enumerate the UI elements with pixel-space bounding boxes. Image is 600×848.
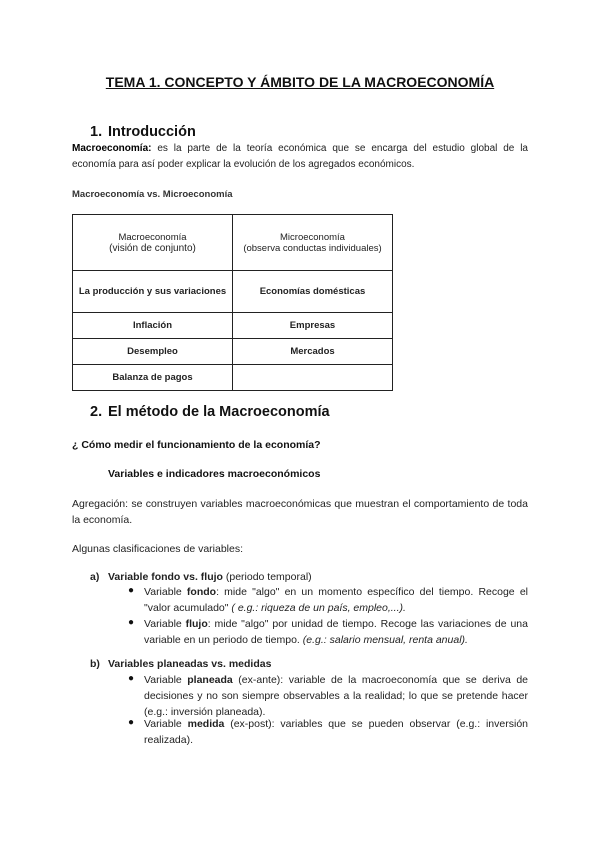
- table-cell: Mercados: [233, 339, 393, 365]
- section-1-title: Introducción: [108, 124, 196, 140]
- bullet-icon: ●: [128, 673, 135, 684]
- document-title: TEMA 1. CONCEPTO Y ÁMBITO DE LA MACROECONOMÍA: [105, 74, 495, 90]
- table-header-micro: [233, 215, 393, 271]
- list-a-heading: [90, 569, 510, 585]
- table-cell: Inflación: [73, 313, 233, 339]
- table-header-row: [73, 215, 393, 271]
- table-row: [73, 339, 393, 365]
- list-a-rest: (periodo temporal): [222, 571, 312, 583]
- list-a-bullet-fondo: Variable fondo: mide "algo" en un momento específico del tiempo. Recoge el "valor acumulado" ( e.g.: riqueza de un país, empleo,...).: [144, 586, 528, 614]
- macro-micro-table: [72, 214, 393, 391]
- list-b-bold: Variables planeadas vs. medidas: [108, 658, 272, 670]
- table-cell: Economías domésticas: [233, 271, 393, 313]
- definition-term: Macroeconomía:: [72, 143, 152, 154]
- table-cell: Empresas: [233, 313, 393, 339]
- list-a-bullet-flujo: Variable flujo: mide "algo" por unidad de tiempo. Recoge las variaciones de una variable en un periodo de tiempo. (e.g.: salario mensual, renta anual).: [144, 618, 528, 646]
- header-macro-sub: (visión de conjunto): [109, 242, 196, 254]
- definition-text: es la parte de la teoría económica que se encarga del estudio global de la economía para así poder explicar la evolución de los agregados económicos.: [72, 143, 528, 170]
- list-b-heading: [90, 656, 510, 672]
- table-row: [73, 365, 393, 391]
- list-b-bullet-planeada: Variable planeada (ex-ante): variable de la macroeconomía que se deriva de decisiones y no son siempre observables a la realidad; lo que se pretende hacer (e.g.: inversión planeada).: [144, 674, 528, 718]
- table-cell: [233, 365, 393, 391]
- list-b-marker: b): [90, 658, 100, 670]
- section-2-title: El método de la Macroeconomía: [108, 404, 330, 420]
- table-cell: La producción y sus variaciones: [73, 271, 233, 313]
- bullet-icon: ●: [128, 717, 135, 728]
- table-header-macro: [73, 215, 233, 271]
- classifications-intro: Algunas clasificaciones de variables:: [72, 543, 244, 555]
- table-caption: Macroeconomía vs. Microeconomía: [72, 189, 233, 200]
- list-a-bold: Variable fondo vs. flujo: [108, 571, 223, 583]
- table-row: [73, 313, 393, 339]
- macroeconomia-definition: [72, 141, 528, 173]
- header-micro-label: Microeconomía: [280, 231, 345, 243]
- section-2-question: ¿ Cómo medir el funcionamiento de la economía?: [72, 439, 321, 451]
- bullet-icon: ●: [128, 585, 135, 596]
- aggregation-paragraph: Agregación: se construyen variables macroeconómicas que muestran el comportamiento de toda la economía.: [72, 498, 528, 526]
- table-cell: Desempleo: [73, 339, 233, 365]
- table-row: [73, 271, 393, 313]
- table-cell: Balanza de pagos: [73, 365, 233, 391]
- list-b-bullet-medida: Variable medida (ex-post): variables que se pueden observar (e.g.: inversión realizada).: [144, 718, 528, 746]
- section-2-number: 2.: [90, 404, 103, 420]
- section-1-heading: [90, 124, 196, 140]
- header-macro-label: Macroeconomía: [118, 231, 187, 243]
- header-micro-sub: (observa conductas individuales): [243, 242, 382, 254]
- section-1-number: 1.: [90, 124, 103, 140]
- section-2-subheading: Variables e indicadores macroeconómicos: [108, 468, 321, 480]
- list-a-marker: a): [90, 571, 100, 583]
- bullet-icon: ●: [128, 617, 135, 628]
- section-2-heading: [90, 404, 330, 420]
